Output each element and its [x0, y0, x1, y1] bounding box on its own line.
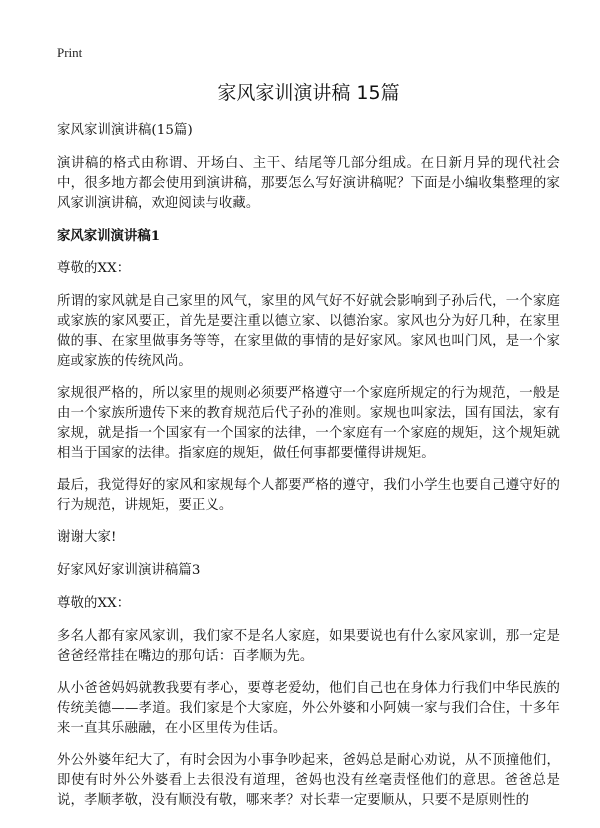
- print-link[interactable]: Print: [57, 45, 83, 60]
- body-paragraph: 外公外婆年纪大了，有时会因为小事争吵起来，爸妈总是耐心劝说，从不顶撞他们，即使有时外公外婆看上去很没有道理，爸妈也没有丝毫责怪他们的意思。爸爸总是说，孝顺孝敬，没有顺没有敬，哪来孝？对长辈一定要顺从，只要不是原则性的: [57, 753, 560, 808]
- body-paragraph: 最后，我觉得好的家风和家规每个人都要严格的遵守，我们小学生也要自己遵守好的行为规范，讲规矩，要正义。: [57, 478, 560, 513]
- closing-line: 谢谢大家!: [57, 530, 117, 545]
- page-title: 家风家训演讲稿 15篇: [217, 82, 400, 104]
- document-subtitle: 家风家训演讲稿(15篇): [57, 123, 193, 138]
- body-paragraph: 家规很严格的，所以家里的规则必须要严格遵守一个家庭所规定的行为规范，一般是由一个家族所遗传下来的教育规范后代子孙的准则。家规也叫家法，国有国法，家有家规，就是指一个国家有一个国家的法律，一个家庭有一个家庭的规矩，这个规矩就相当于国家的法律。指家庭的规矩，做任何事都要懂得讲规矩。: [57, 386, 560, 461]
- body-paragraph: 多名人都有家风家训，我们家不是名人家庭，如果要说也有什么家风家训，那一定是爸爸经常挂在嘴边的那句话：百孝顺为先。: [57, 629, 560, 664]
- greeting: 尊敬的XX：: [57, 596, 131, 611]
- intro-paragraph: 演讲稿的格式由称谓、开场白、主干、结尾等几部分组成。在日新月异的现代社会中，很多地方都会使用到演讲稿，那要怎么写好演讲稿呢？下面是小编收集整理的家风家训演讲稿，欢迎阅读与收藏。: [57, 156, 560, 211]
- greeting: 尊敬的XX：: [57, 261, 131, 276]
- section-heading: 好家风好家训演讲稿篇3: [57, 563, 201, 578]
- section-heading: 家风家训演讲稿1: [57, 228, 161, 244]
- body-paragraph: 从小爸爸妈妈就教我要有孝心，要尊老爱幼，他们自己也在身体力行我们中华民族的传统美德——孝道。我们家是个大家庭，外公外婆和小阿姨一家与我们合住，十多年来一直其乐融融，在小区里传为佳话。: [57, 681, 560, 736]
- body-paragraph: 所谓的家风就是自己家里的风气，家里的风气好不好就会影响到子孙后代，一个家庭或家族的家风要正，首先是要注重以德立家、以德治家。家风也分为好几种，在家里做的事、在家里做事务等等，在家里做的事情的是好家风。家风也叫门风，是一个家庭或家族的传统风尚。: [57, 294, 560, 369]
